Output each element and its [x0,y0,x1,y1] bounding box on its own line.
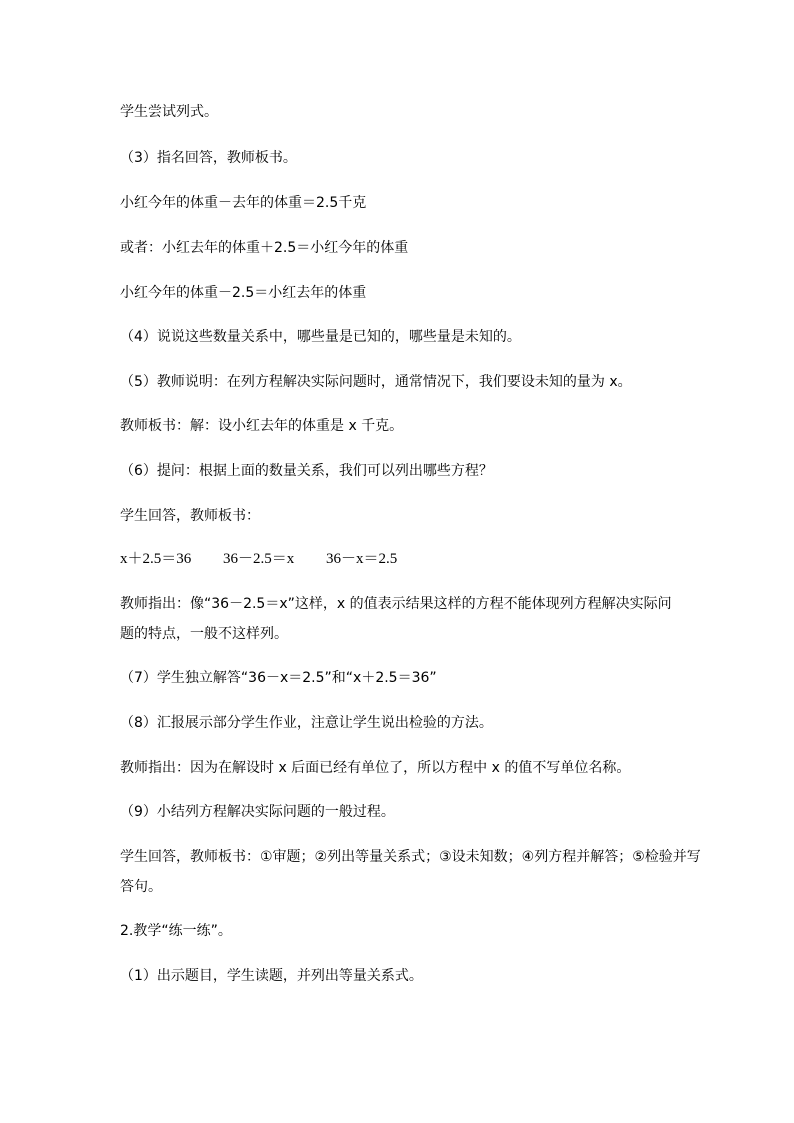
text-line: 小红今年的体重－2.5＝小红去年的体重 [120,285,367,301]
text-line: 学生回答，教师板书： [120,508,260,524]
text-line: （8）汇报展示部分学生作业，注意让学生说出检验的方法。 [120,715,493,731]
equation-row [120,549,680,569]
text-line: 或者：小红去年的体重＋2.5＝小红今年的体重 [120,240,409,256]
text-line: （1）出示题目，学生读题，并列出等量关系式。 [120,968,423,984]
text-line: 教师指出：因为在解设时 x 后面已经有单位了，所以方程中 x 的值不写单位名称。 [120,760,631,776]
text-line: （9）小结列方程解决实际问题的一般过程。 [120,804,395,820]
text-line: 题的特点，一般不这样列。 [120,626,288,642]
text-line: （3）指名回答，教师板书。 [120,150,297,166]
text-line: 小红今年的体重－去年的体重＝2.5千克 [120,195,367,211]
text-line: 学生尝试列式。 [120,104,218,120]
equation: x＋2.5＝36 [120,551,192,567]
text-line: 答句。 [120,879,162,895]
text-line: 教师板书：解：设小红去年的体重是 x 千克。 [120,418,404,434]
text-line: 2.教学“练一练”。 [120,923,232,939]
equation: 36－2.5＝x [223,551,295,567]
text-line: 教师指出：像“36－2.5＝x”这样，x 的值表示结果这样的方程不能体现列方程解决实际问 [120,596,672,612]
text-line: （7）学生独立解答“36－x＝2.5”和“x＋2.5＝36” [120,670,437,686]
text-line: 学生回答，教师板书：①审题；②列出等量关系式；③设未知数；④列方程并解答；⑤检验并写 [120,849,701,865]
text-line: （5）教师说明：在列方程解决实际问题时，通常情况下，我们要设未知的量为 x。 [120,374,632,390]
text-line: （6）提问：根据上面的数量关系，我们可以列出哪些方程？ [120,463,493,479]
text-line: （4）说说这些数量关系中，哪些量是已知的，哪些量是未知的。 [120,329,521,345]
equation: 36－x＝2.5 [326,551,398,567]
